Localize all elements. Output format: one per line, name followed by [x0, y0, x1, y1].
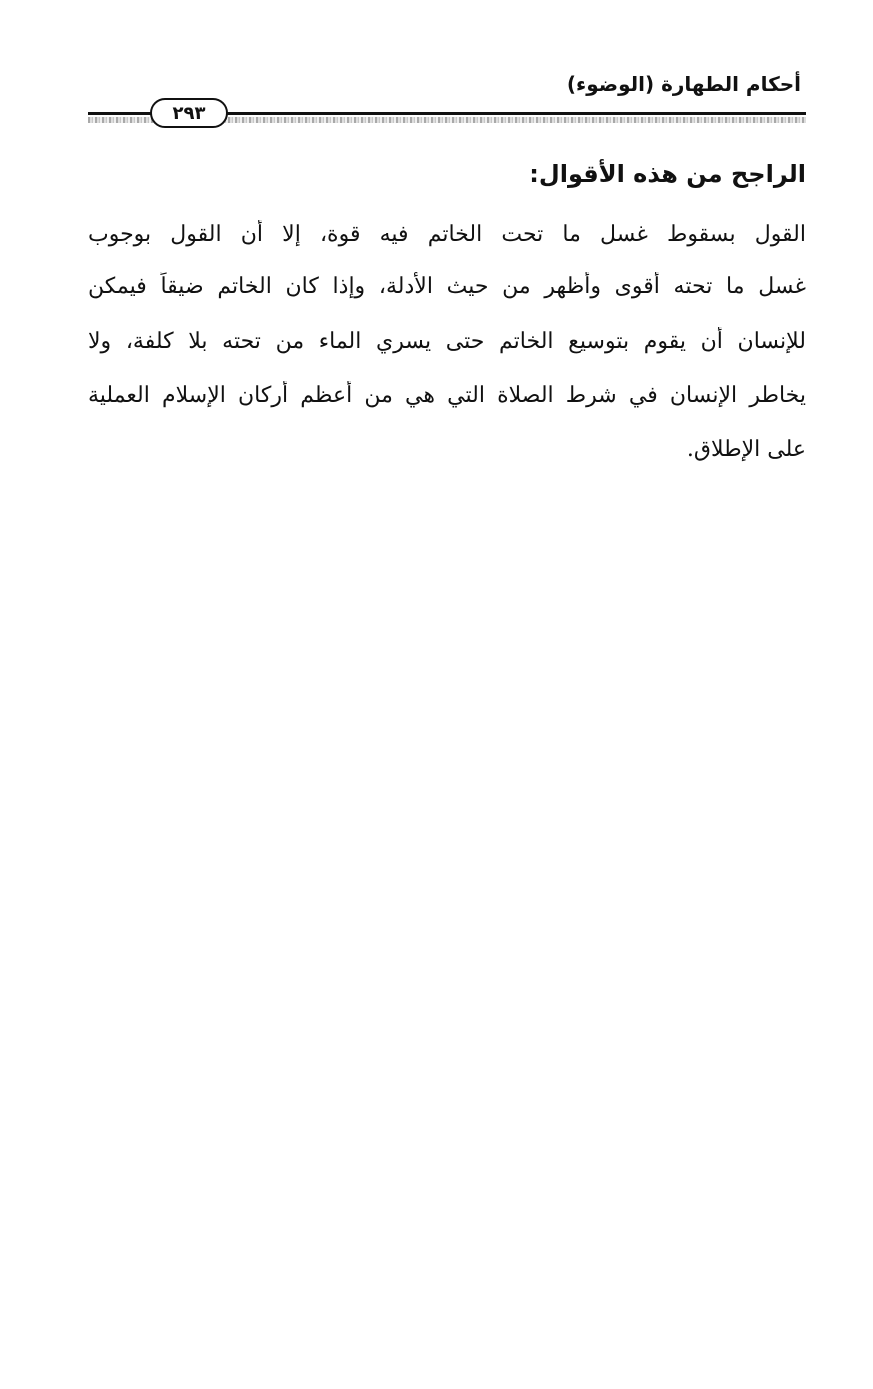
paragraph-line: على الإطلاق. [686, 437, 806, 462]
header-rule [88, 96, 806, 136]
paragraph-line: يخاطر الإنسان في شرط الصلاة التي هي من أعظم أركان الإسلام العملية [88, 383, 806, 408]
running-title: أحكام الطهارة (الوضوء) [566, 72, 801, 96]
paragraph-line: القول بسقوط غسل ما تحت الخاتم فيه قوة، إلا أن القول بوجوب [88, 222, 806, 247]
page-number-badge: ٢٩٣ [150, 98, 228, 128]
section-heading: الراجح من هذه الأقوال: [529, 160, 806, 188]
paragraph-line: غسل ما تحته أقوى وأظهر من حيث الأدلة، وإذا كان الخاتم ضيقاً فيمكن [88, 274, 806, 299]
paragraph-line: للإنسان أن يقوم بتوسيع الخاتم حتى يسري الماء من تحته بلا كلفة، ولا [88, 329, 806, 354]
